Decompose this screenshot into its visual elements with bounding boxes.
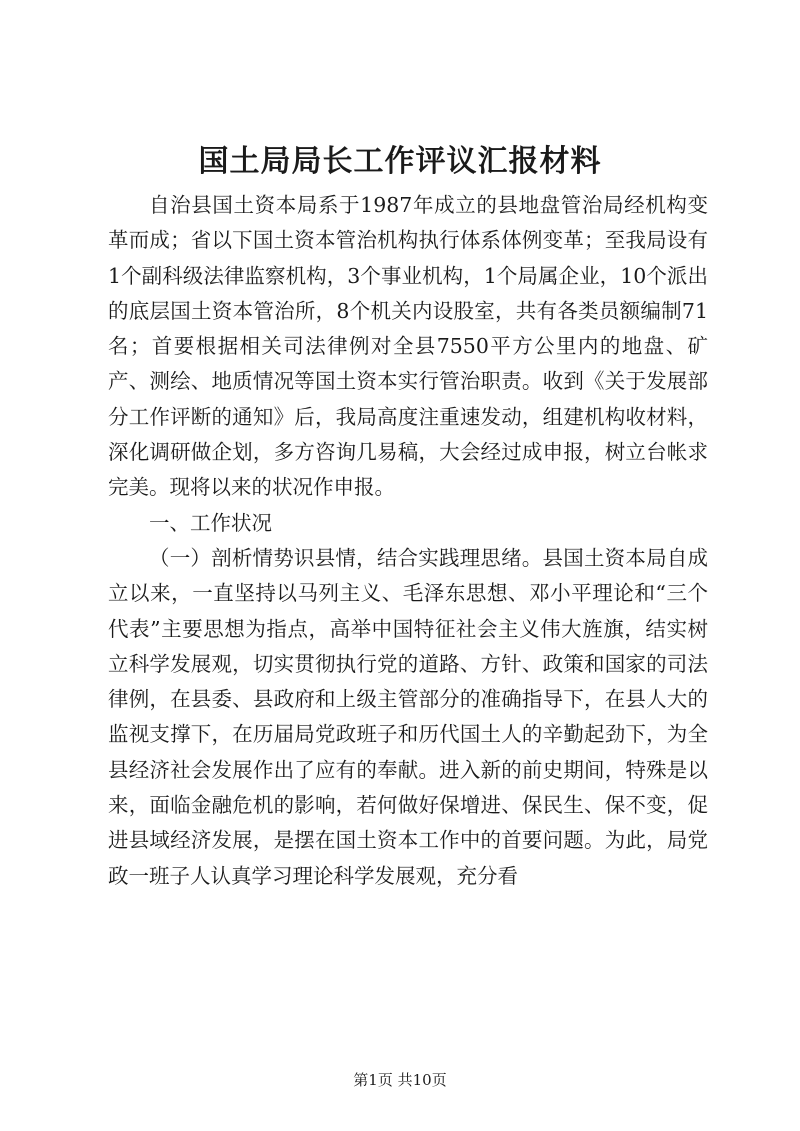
section-heading: 一、工作状况: [149, 510, 272, 535]
document-title: 国土局局长工作评议汇报材料: [198, 144, 602, 179]
paragraph-intro: 自治县国土资本局系于1987年成立的县地盘管治局经机构变革而成；省以下国土资本管治机构执行体系体例变革；至我局设有1个副科级法律监察机构，3个事业机构，1个局属企业，10个派出的底层国土资本管治所，8个机关内设股室，共有各类员额编制71名；首要根据相关司法律例对全县7550平方公里内的地盘、矿产、测绘、地质情况等国土资本实行管治职责。收到《关于发展部分工作评断的通知》后，我局高度注重速发动，组建机构收材料，深化调研做企划，多方咨询几易稿，大会经过成申报，树立台帐求完美。现将以来的状况作申报。: [108, 193, 708, 500]
paragraph-section-1: （一）剖析情势识县情，结合实践理思绪。县国土资本局自成立以来，一直坚持以马列主义、毛泽东思想、邓小平理论和“三个代表”主要思想为指点，高举中国特征社会主义伟大旌旗，结实树立科学发展观，切实贯彻执行党的道路、方针、政策和国家的司法律例，在县委、县政府和上级主管部分的准确指导下，在县人大的监视支撑下，在历届局党政班子和历代国土人的辛勤起劲下，为全县经济社会发展作出了应有的奉献。进入新的前史期间，特殊是以来，面临金融危机的影响，若何做好保增进、保民生、保不变，促进县域经济发展，是摆在国土资本工作中的首要问题。为此，局党政一班子人认真学习理论科学发展观，充分看: [108, 545, 708, 888]
document-body: [108, 188, 708, 894]
page-footer: 第1页 共10页: [353, 1071, 447, 1089]
